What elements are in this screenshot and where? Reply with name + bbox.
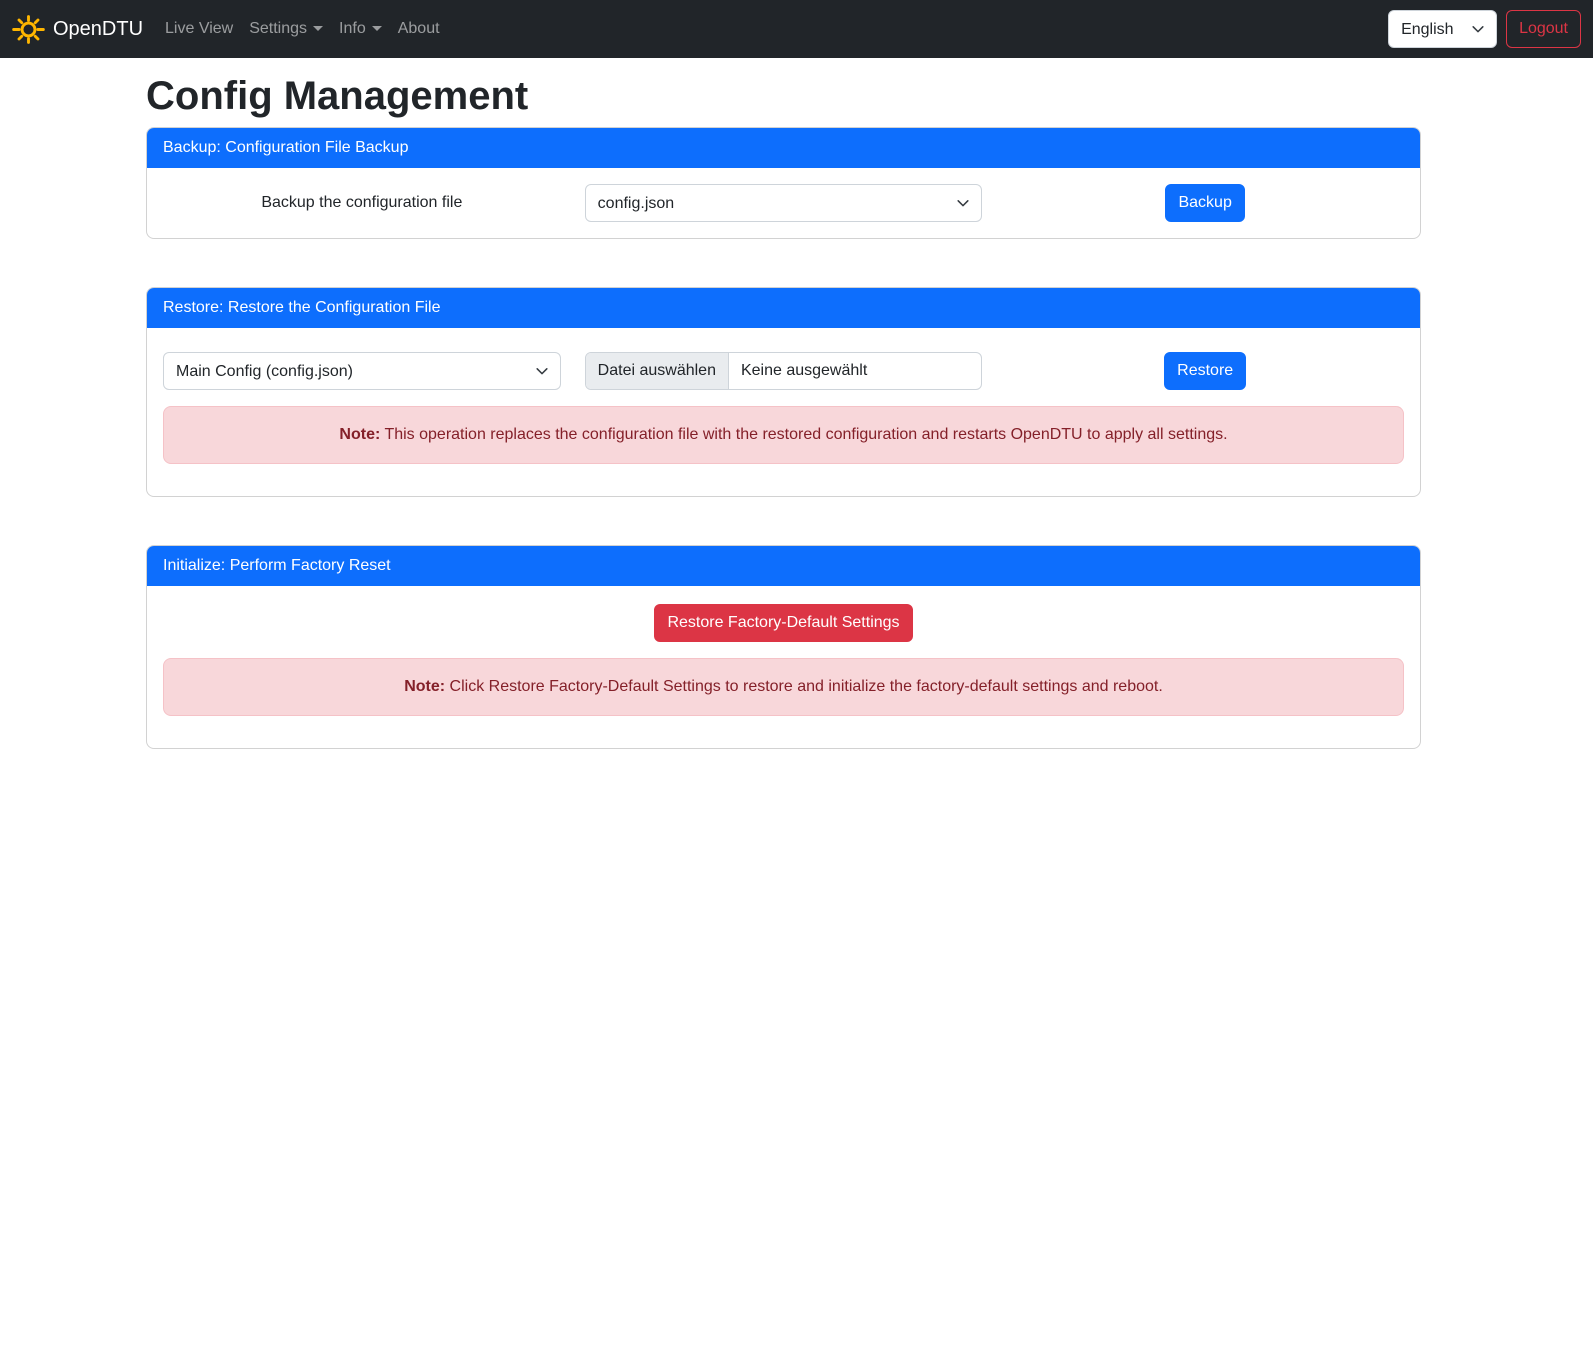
restore-card-body	[147, 328, 1420, 496]
nav-item-info[interactable]	[331, 12, 390, 46]
caret-down-icon	[313, 26, 323, 31]
language-select[interactable]	[1388, 10, 1497, 48]
backup-file-select[interactable]	[585, 184, 983, 222]
page-title: Config Management	[146, 74, 529, 118]
note-label: Note:	[404, 678, 446, 695]
main-content	[146, 74, 1421, 749]
restore-button[interactable]: Restore	[1164, 352, 1246, 390]
nav-item-live-view[interactable]	[157, 12, 241, 46]
logout-button[interactable]: Logout	[1506, 10, 1581, 48]
backup-card-body	[147, 168, 1420, 238]
restore-card-header: Restore: Restore the Configuration File	[147, 288, 1420, 328]
nav-links	[157, 12, 448, 46]
factory-reset-card-body	[147, 586, 1420, 748]
nav-item-label: About	[397, 20, 440, 37]
factory-reset-card	[146, 545, 1421, 749]
caret-down-icon	[372, 26, 382, 31]
nav-item-label: Info	[339, 20, 366, 37]
file-select-button[interactable]: Datei auswählen	[586, 353, 729, 389]
note-text: Click Restore Factory-Default Settings to restore and initialize the factory-default settings and reboot.	[449, 678, 1163, 695]
restore-target-select[interactable]	[163, 352, 561, 390]
navbar	[0, 0, 1593, 58]
backup-card-header: Backup: Configuration File Backup	[147, 128, 1420, 168]
brand-link[interactable]	[12, 13, 143, 46]
factory-reset-card-header: Initialize: Perform Factory Reset	[147, 546, 1420, 586]
factory-reset-button[interactable]: Restore Factory-Default Settings	[654, 604, 912, 642]
backup-card	[146, 127, 1421, 239]
nav-item-label: Live View	[165, 20, 234, 37]
restore-card	[146, 287, 1421, 497]
backup-button[interactable]: Backup	[1165, 184, 1244, 222]
restore-note-alert	[163, 406, 1404, 464]
restore-file-input[interactable]	[585, 352, 983, 390]
nav-item-about[interactable]	[390, 12, 448, 46]
sun-icon	[12, 13, 45, 46]
note-text: This operation replaces the configuration file with the restored configuration and restarts OpenDTU to apply all settings.	[384, 426, 1228, 443]
note-label: Note:	[339, 426, 381, 443]
nav-item-label: Settings	[249, 20, 308, 37]
file-status-text: Keine ausgewählt	[740, 362, 868, 379]
navbar-right	[1388, 10, 1581, 48]
nav-item-settings[interactable]	[241, 12, 331, 46]
brand-label: OpenDTU	[53, 17, 144, 40]
backup-file-label: Backup the configuration file	[261, 194, 463, 211]
factory-reset-note-alert	[163, 658, 1404, 716]
